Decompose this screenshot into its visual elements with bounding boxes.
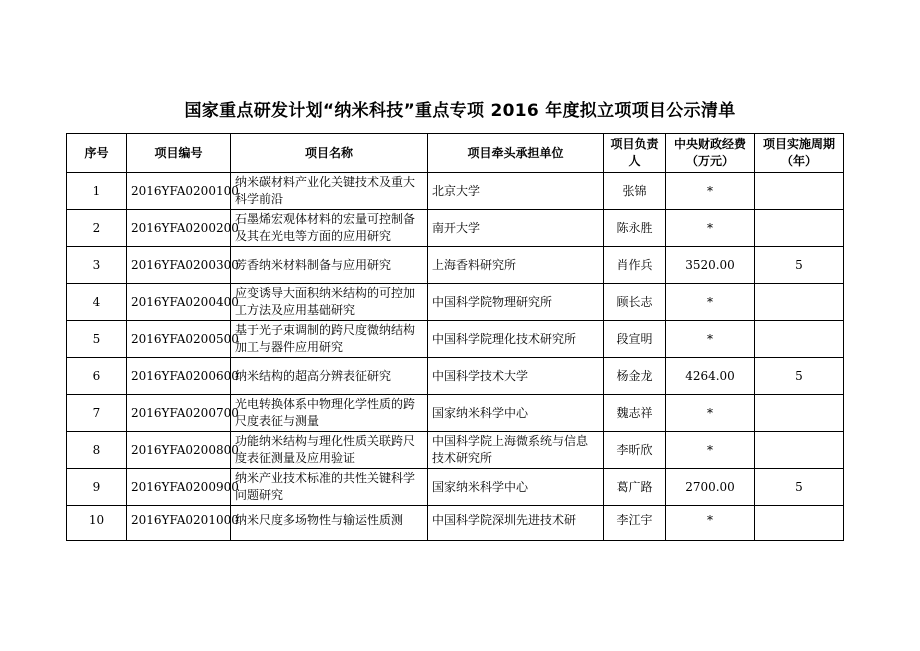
cell-fund: * bbox=[666, 210, 755, 247]
header-no: 序号 bbox=[67, 134, 127, 173]
table-row bbox=[67, 321, 844, 358]
header-lead: 项目负责人 bbox=[604, 134, 666, 173]
cell-lead: 魏志祥 bbox=[604, 395, 666, 432]
cell-lead: 张锦 bbox=[604, 173, 666, 210]
cell-period bbox=[755, 395, 844, 432]
cell-no: 9 bbox=[67, 469, 127, 506]
cell-code: 2016YFA0200300 bbox=[127, 247, 231, 284]
cell-fund: * bbox=[666, 506, 755, 541]
cell-no: 1 bbox=[67, 173, 127, 210]
cell-lead: 顾长志 bbox=[604, 284, 666, 321]
cell-fund: * bbox=[666, 321, 755, 358]
cell-code: 2016YFA0200400 bbox=[127, 284, 231, 321]
cell-unit: 中国科学院理化技术研究所 bbox=[428, 321, 604, 358]
cell-period: 5 bbox=[755, 247, 844, 284]
cell-lead: 陈永胜 bbox=[604, 210, 666, 247]
header-period: 项目实施周期（年） bbox=[755, 134, 844, 173]
cell-fund: 2700.00 bbox=[666, 469, 755, 506]
table-row bbox=[67, 247, 844, 284]
cell-no: 8 bbox=[67, 432, 127, 469]
project-list-table bbox=[66, 133, 844, 541]
cell-code: 2016YFA0200900 bbox=[127, 469, 231, 506]
cell-unit: 南开大学 bbox=[428, 210, 604, 247]
cell-unit: 中国科学院物理研究所 bbox=[428, 284, 604, 321]
cell-name: 芳香纳米材料制备与应用研究 bbox=[231, 247, 428, 284]
table-row bbox=[67, 469, 844, 506]
cell-name: 纳米尺度多场物性与输运性质测 bbox=[231, 506, 428, 541]
table-row bbox=[67, 210, 844, 247]
cell-no: 4 bbox=[67, 284, 127, 321]
cell-period: 5 bbox=[755, 358, 844, 395]
cell-unit: 中国科学院深圳先进技术研 bbox=[428, 506, 604, 541]
cell-code: 2016YFA0200600 bbox=[127, 358, 231, 395]
cell-unit: 北京大学 bbox=[428, 173, 604, 210]
table-row bbox=[67, 173, 844, 210]
table-row bbox=[67, 358, 844, 395]
cell-unit: 上海香料研究所 bbox=[428, 247, 604, 284]
cell-period bbox=[755, 321, 844, 358]
cell-unit: 中国科学技术大学 bbox=[428, 358, 604, 395]
cell-name: 光电转换体系中物理化学性质的跨尺度表征与测量 bbox=[231, 395, 428, 432]
cell-name: 石墨烯宏观体材料的宏量可控制备及其在光电等方面的应用研究 bbox=[231, 210, 428, 247]
cell-name: 纳米产业技术标准的共性关键科学问题研究 bbox=[231, 469, 428, 506]
header-code: 项目编号 bbox=[127, 134, 231, 173]
cell-code: 2016YFA0201000 bbox=[127, 506, 231, 541]
cell-fund: * bbox=[666, 284, 755, 321]
cell-fund: * bbox=[666, 173, 755, 210]
cell-lead: 李江宇 bbox=[604, 506, 666, 541]
table-row bbox=[67, 506, 844, 541]
cell-name: 纳米结构的超高分辨表征研究 bbox=[231, 358, 428, 395]
cell-unit: 国家纳米科学中心 bbox=[428, 395, 604, 432]
cell-lead: 葛广路 bbox=[604, 469, 666, 506]
cell-lead: 肖作兵 bbox=[604, 247, 666, 284]
cell-fund: * bbox=[666, 395, 755, 432]
cell-no: 5 bbox=[67, 321, 127, 358]
header-unit: 项目牵头承担单位 bbox=[428, 134, 604, 173]
cell-name: 纳米碳材料产业化关键技术及重大科学前沿 bbox=[231, 173, 428, 210]
cell-period bbox=[755, 173, 844, 210]
cell-no: 3 bbox=[67, 247, 127, 284]
cell-period bbox=[755, 432, 844, 469]
cell-code: 2016YFA0200200 bbox=[127, 210, 231, 247]
cell-fund: 4264.00 bbox=[666, 358, 755, 395]
cell-fund: 3520.00 bbox=[666, 247, 755, 284]
cell-lead: 李昕欣 bbox=[604, 432, 666, 469]
cell-name: 应变诱导大面积纳米结构的可控加工方法及应用基础研究 bbox=[231, 284, 428, 321]
table-header-row bbox=[67, 134, 844, 173]
cell-no: 2 bbox=[67, 210, 127, 247]
table-row bbox=[67, 432, 844, 469]
cell-period: 5 bbox=[755, 469, 844, 506]
cell-lead: 杨金龙 bbox=[604, 358, 666, 395]
cell-unit: 国家纳米科学中心 bbox=[428, 469, 604, 506]
cell-no: 10 bbox=[67, 506, 127, 541]
cell-code: 2016YFA0200100 bbox=[127, 173, 231, 210]
cell-period bbox=[755, 210, 844, 247]
cell-period bbox=[755, 506, 844, 541]
table-row bbox=[67, 395, 844, 432]
header-name: 项目名称 bbox=[231, 134, 428, 173]
cell-unit: 中国科学院上海微系统与信息技术研究所 bbox=[428, 432, 604, 469]
header-fund: 中央财政经费（万元） bbox=[666, 134, 755, 173]
cell-fund: * bbox=[666, 432, 755, 469]
cell-code: 2016YFA0200500 bbox=[127, 321, 231, 358]
cell-no: 7 bbox=[67, 395, 127, 432]
cell-lead: 段宣明 bbox=[604, 321, 666, 358]
table-row bbox=[67, 284, 844, 321]
cell-code: 2016YFA0200700 bbox=[127, 395, 231, 432]
cell-no: 6 bbox=[67, 358, 127, 395]
cell-name: 功能纳米结构与理化性质关联跨尺度表征测量及应用验证 bbox=[231, 432, 428, 469]
cell-name: 基于光子束调制的跨尺度微纳结构加工与器件应用研究 bbox=[231, 321, 428, 358]
cell-period bbox=[755, 284, 844, 321]
cell-code: 2016YFA0200800 bbox=[127, 432, 231, 469]
document-title: 国家重点研发计划“纳米科技”重点专项 2016 年度拟立项项目公示清单 bbox=[184, 101, 736, 121]
